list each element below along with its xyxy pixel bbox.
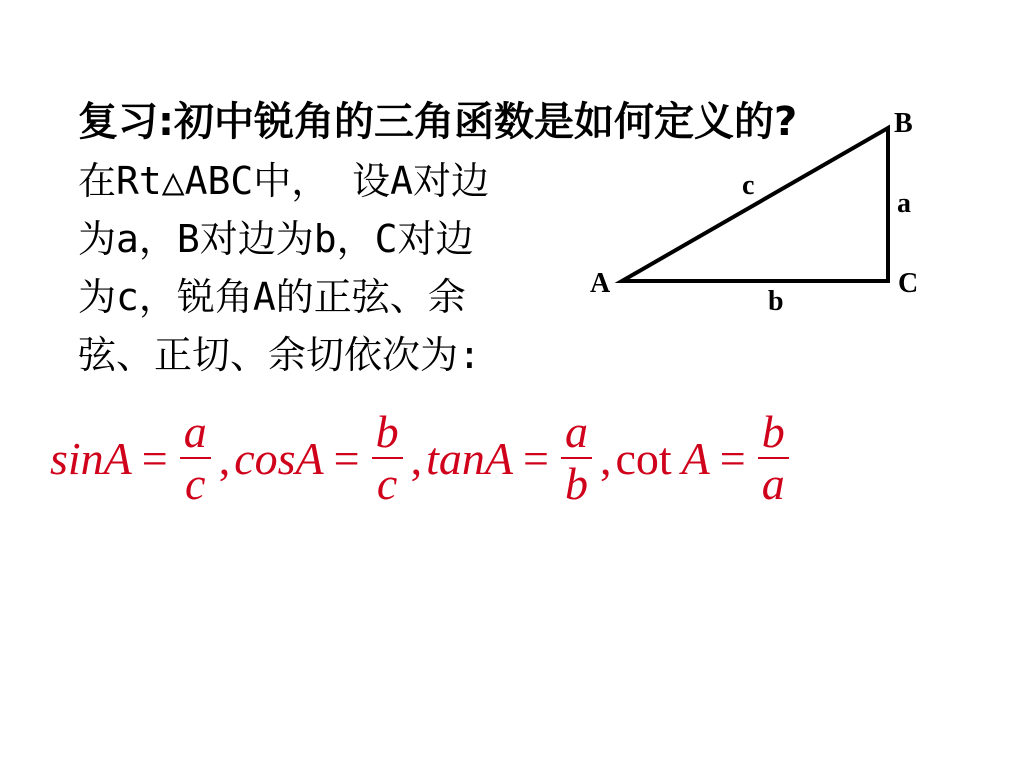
cot-fraction [758, 407, 789, 509]
fraction-denominator: c [376, 458, 398, 509]
slide-title: 复习:初中锐角的三角函数是如何定义的? [78, 99, 798, 145]
cot-function: cot [615, 432, 672, 484]
vertex-label-c: C [898, 268, 919, 299]
fraction-numerator: a [564, 406, 588, 457]
fraction-numerator: a [183, 406, 207, 457]
fraction-denominator: c [185, 458, 206, 509]
cos-lhs: cosA [234, 432, 324, 484]
cot-variable: A [681, 432, 710, 484]
equals-sign: = [523, 432, 549, 484]
tan-fraction [561, 407, 592, 509]
fraction-denominator: b [564, 458, 588, 509]
paragraph-line: 弦、正切、余切依次为: [78, 333, 481, 377]
equals-sign: = [333, 432, 360, 484]
fraction-numerator: b [761, 406, 785, 457]
equals-sign: = [141, 432, 168, 484]
paragraph-line: 为a，B对边为b，C对边 [78, 217, 474, 261]
side-label-b: b [768, 286, 784, 317]
tan-lhs: tanA [426, 432, 513, 484]
trig-formula-line [50, 398, 970, 518]
sin-fraction [180, 407, 211, 509]
triangle-shape [622, 128, 888, 281]
paragraph-line: 在Rt△ABC中， 设A对边 [78, 159, 490, 203]
comma-separator: , [410, 432, 423, 484]
side-label-a: a [897, 188, 911, 219]
cos-fraction [372, 407, 403, 509]
sin-lhs: sinA [50, 432, 132, 484]
comma-separator: , [218, 432, 231, 484]
fraction-denominator: a [761, 458, 785, 509]
vertex-label-b: B [894, 108, 913, 139]
side-label-c: c [742, 170, 755, 201]
fraction-numerator: b [375, 406, 399, 457]
equals-sign: = [719, 432, 746, 484]
comma-separator: , [599, 432, 612, 484]
paragraph-line: 为c，锐角A的正弦、余 [78, 275, 466, 319]
vertex-label-a: A [590, 268, 611, 299]
